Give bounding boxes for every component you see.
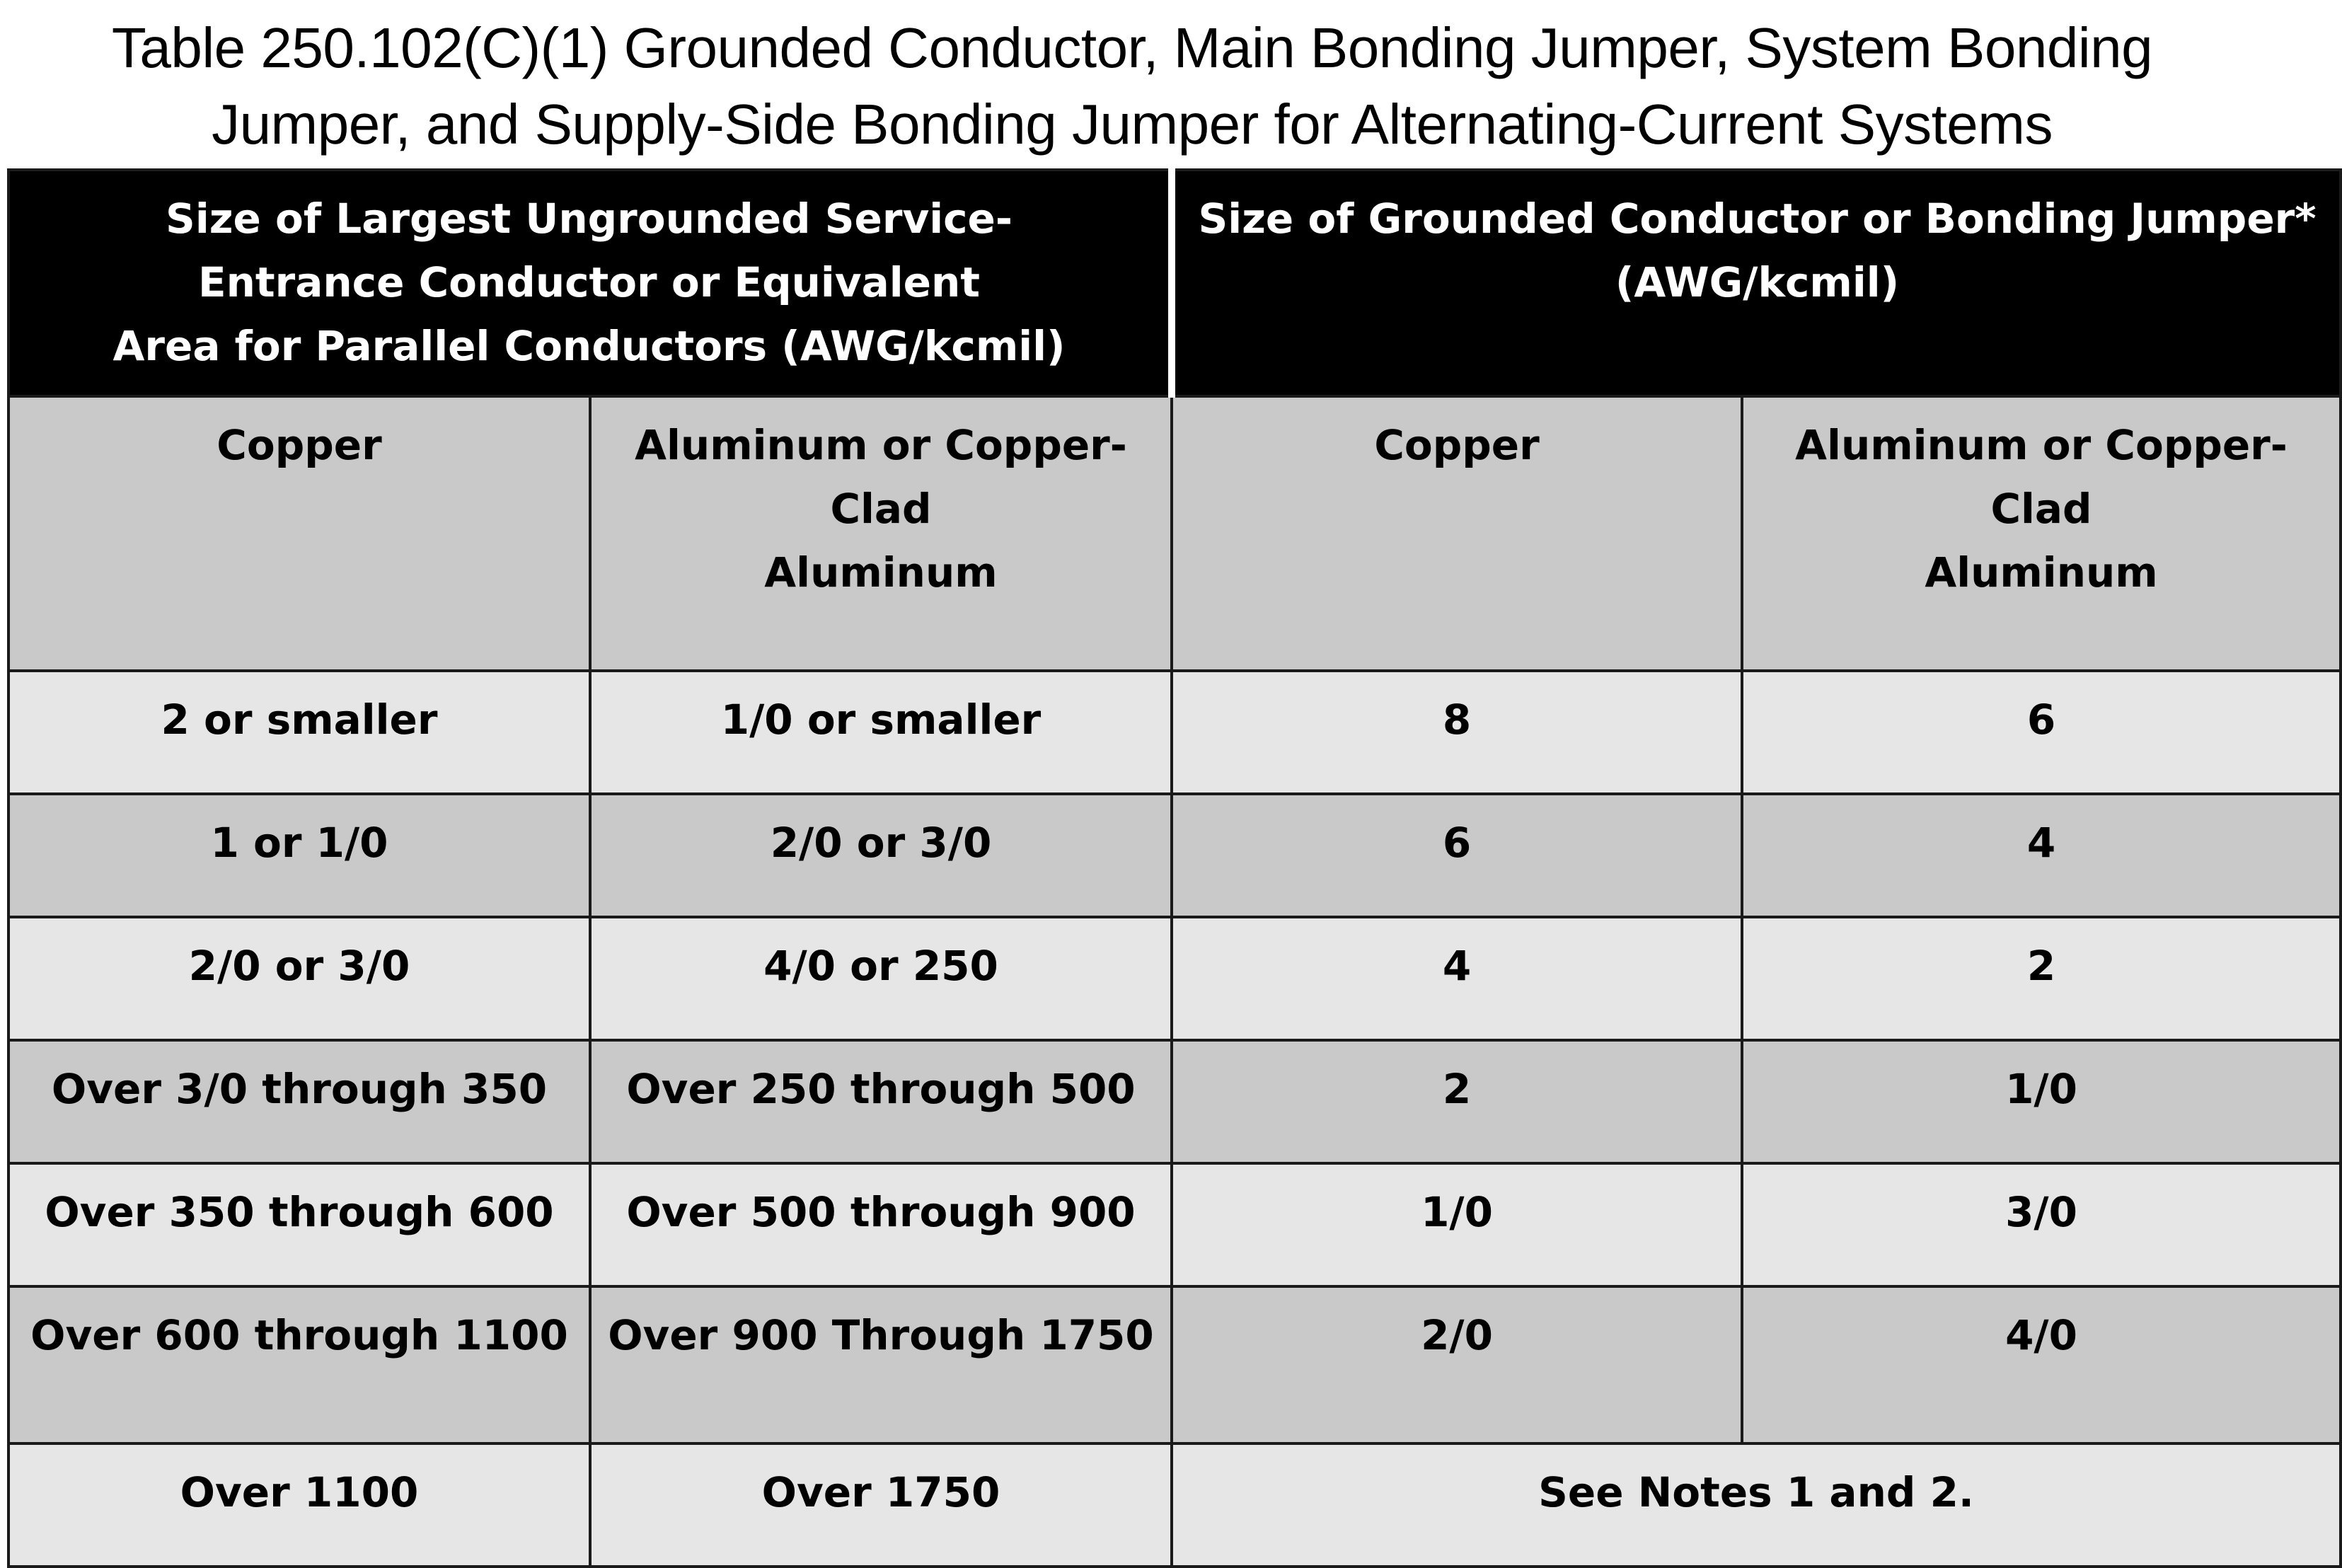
cell-grounded-aluminum: 1/0: [1742, 1040, 2341, 1163]
col1-label: Copper: [217, 421, 382, 469]
cell-grounded-copper: 6: [1172, 794, 1742, 917]
table-row: [8, 1040, 2341, 1163]
table-title: [0, 10, 2264, 163]
table-row: [8, 671, 2341, 794]
cell-service-aluminum: Over 900 Through 1750: [590, 1286, 1172, 1443]
cell-grounded-copper: 2: [1172, 1040, 1742, 1163]
col-header-grounded-aluminum: [1742, 396, 2341, 671]
table-row: [8, 1443, 2341, 1567]
cell-service-copper: Over 1100: [8, 1443, 590, 1567]
cell-service-aluminum: 1/0 or smaller: [590, 671, 1172, 794]
cell-service-aluminum: Over 500 through 900: [590, 1163, 1172, 1286]
table-row: [8, 917, 2341, 1040]
cell-grounded-aluminum: 6: [1742, 671, 2341, 794]
cell-grounded-aluminum: 2: [1742, 917, 2341, 1040]
cell-grounded-aluminum: 3/0: [1742, 1163, 2341, 1286]
col-header-service-aluminum: [590, 396, 1172, 671]
cell-service-copper: Over 350 through 600: [8, 1163, 590, 1286]
table-row: [8, 1286, 2341, 1443]
column-header-row: [8, 396, 2341, 671]
table-row: [8, 794, 2341, 917]
header-left-line-1: Size of Largest Ungrounded Service-: [166, 195, 1013, 243]
cell-service-aluminum: 2/0 or 3/0: [590, 794, 1172, 917]
col2-label-line-1: Aluminum or Copper-: [635, 421, 1127, 469]
cell-service-copper: Over 3/0 through 350: [8, 1040, 590, 1163]
header-grounded-conductor-size: [1172, 170, 2341, 396]
header-left-line-3: Area for Parallel Conductors (AWG/kcmil): [113, 322, 1066, 370]
cell-service-copper: 2 or smaller: [8, 671, 590, 794]
table-row: [8, 1163, 2341, 1286]
col4-label-line-3: Aluminum: [1925, 548, 2158, 596]
conductor-sizing-table: [7, 168, 2342, 1568]
header-right-line-1: Size of Grounded Conductor or Bonding Jumper*: [1198, 195, 2317, 243]
col3-label: Copper: [1374, 421, 1540, 469]
col4-label-line-1: Aluminum or Copper-: [1795, 421, 2288, 469]
cell-grounded-copper: 2/0: [1172, 1286, 1742, 1443]
cell-service-aluminum: Over 1750: [590, 1443, 1172, 1567]
cell-see-notes: See Notes 1 and 2.: [1172, 1443, 2341, 1567]
header-right-line-2: (AWG/kcmil): [1615, 258, 1900, 306]
cell-service-copper: Over 600 through 1100: [8, 1286, 590, 1443]
col2-label-line-2: Clad: [830, 485, 932, 533]
table-title-line-1: Table 250.102(C)(1) Grounded Conductor, Main Bonding Jumper, System Bonding: [111, 16, 2153, 79]
cell-grounded-copper: 4: [1172, 917, 1742, 1040]
cell-service-aluminum: Over 250 through 500: [590, 1040, 1172, 1163]
cell-service-copper: 1 or 1/0: [8, 794, 590, 917]
header-largest-service-conductor: [8, 170, 1172, 396]
col2-label-line-3: Aluminum: [764, 548, 998, 596]
col-header-service-copper: [8, 396, 590, 671]
cell-grounded-copper: 8: [1172, 671, 1742, 794]
cell-service-aluminum: 4/0 or 250: [590, 917, 1172, 1040]
col4-label-line-2: Clad: [1990, 485, 2092, 533]
group-header-row: [8, 170, 2341, 396]
cell-grounded-copper: 1/0: [1172, 1163, 1742, 1286]
cell-grounded-aluminum: 4/0: [1742, 1286, 2341, 1443]
table-title-line-2: Jumper, and Supply-Side Bonding Jumper for Alternating-Current Systems: [212, 93, 2053, 156]
cell-grounded-aluminum: 4: [1742, 794, 2341, 917]
cell-service-copper: 2/0 or 3/0: [8, 917, 590, 1040]
header-left-line-2: Entrance Conductor or Equivalent: [198, 258, 980, 306]
col-header-grounded-copper: [1172, 396, 1742, 671]
